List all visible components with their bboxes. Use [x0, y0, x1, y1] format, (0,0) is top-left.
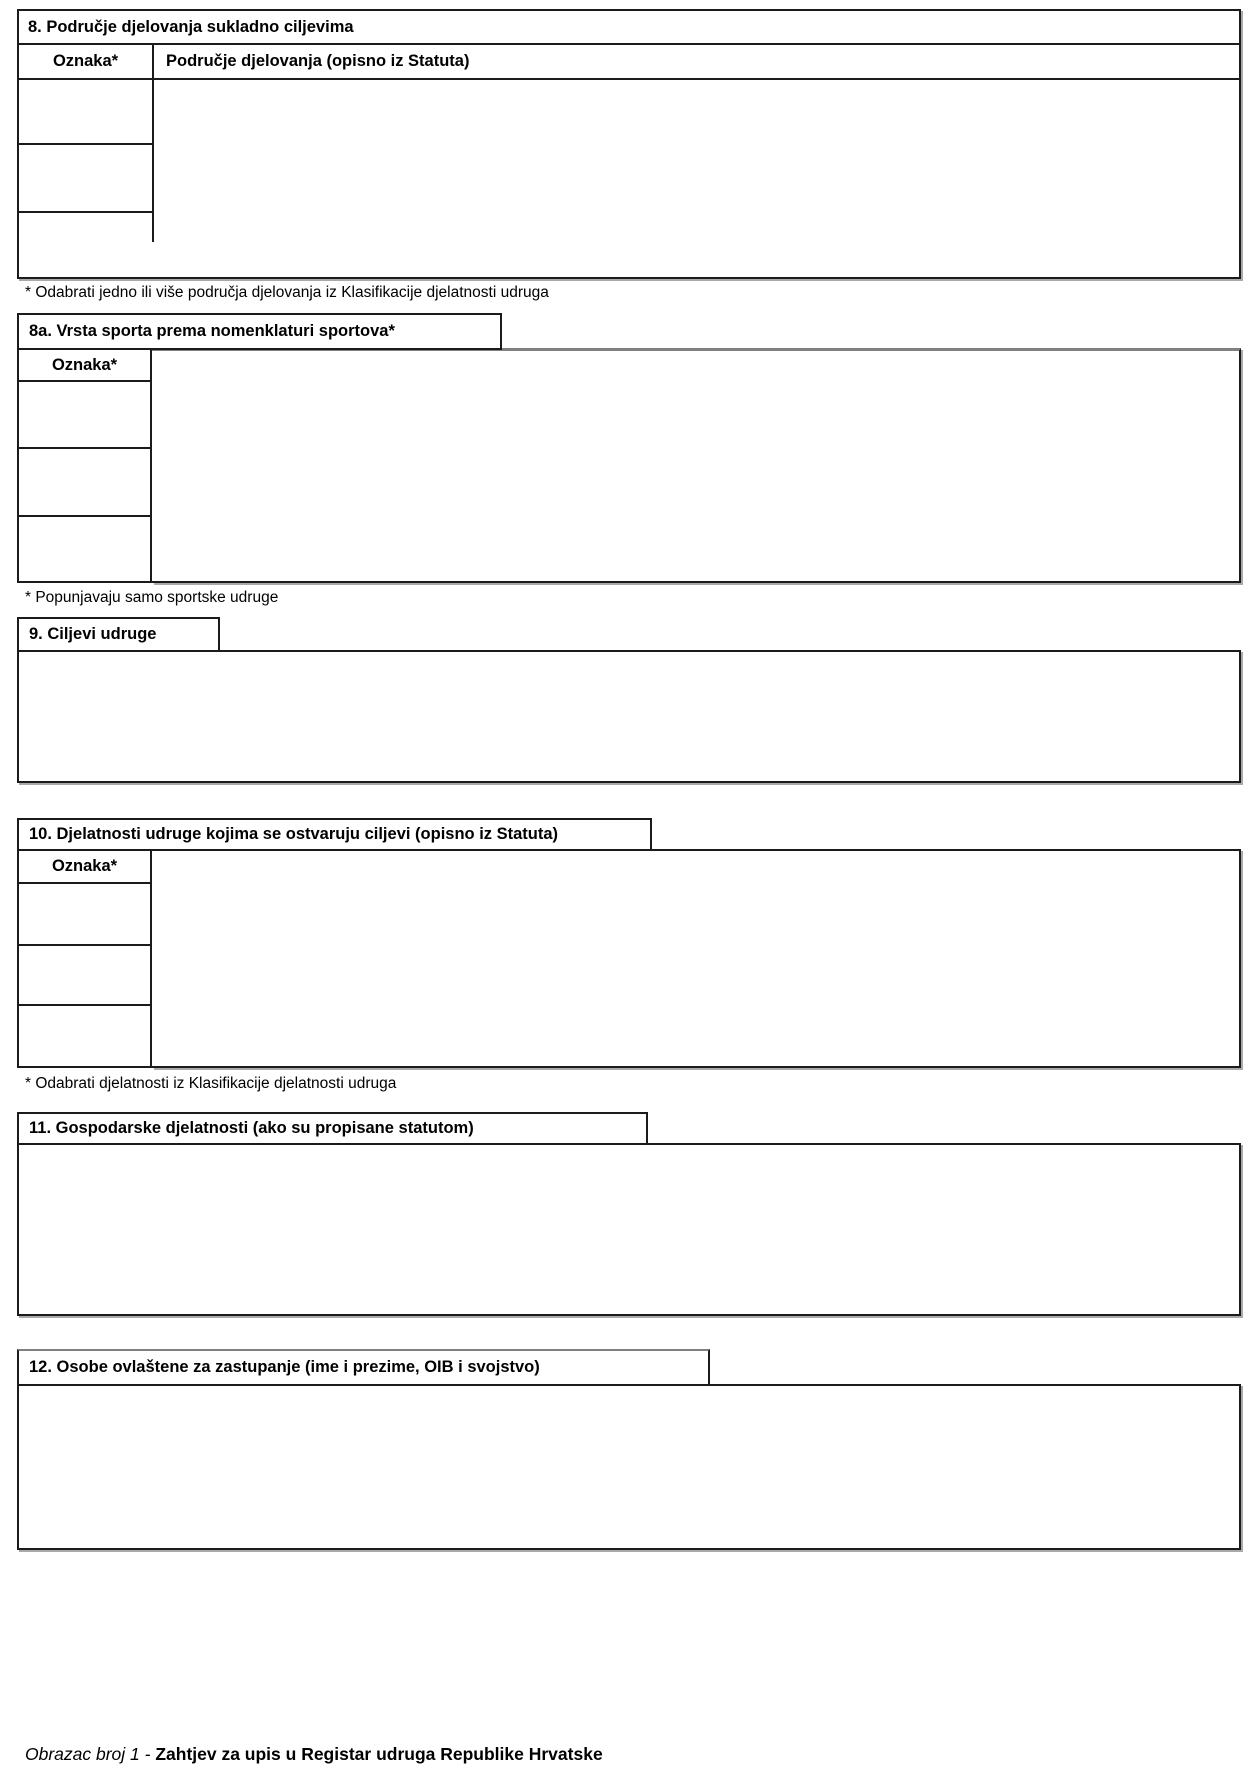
section-8-code-cell-1[interactable]: [19, 80, 152, 145]
footer-form-title: Zahtjev za upis u Registar udruga Republike Hrvatske: [155, 1744, 603, 1764]
section-8a-code-cell-3[interactable]: [19, 517, 150, 581]
section-8-code-header: Oznaka*: [19, 45, 152, 80]
section-10-code-column: [17, 849, 152, 1068]
section-10-title: 10. Djelatnosti udruge kojima se ostvaruju ciljevi (opisno iz Statuta): [17, 818, 652, 851]
section-8-desc-cell[interactable]: [154, 80, 1239, 242]
section-10-code-cell-3[interactable]: [19, 1006, 150, 1066]
section-10-desc-cell[interactable]: [152, 849, 1241, 1068]
section-9-field[interactable]: [17, 650, 1241, 783]
section-10-footnote: * Odabrati djelatnosti iz Klasifikacije djelatnosti udruga: [25, 1075, 397, 1092]
section-8a-title: 8a. Vrsta sporta prema nomenklaturi sportova*: [17, 313, 502, 350]
section-8a-sport-cell[interactable]: [152, 348, 1241, 583]
section-12-field[interactable]: [17, 1384, 1241, 1550]
section-8a-code-header: Oznaka*: [19, 350, 150, 382]
section-8a-code-cell-2[interactable]: [19, 449, 150, 517]
section-8-code-cell-2[interactable]: [19, 145, 152, 213]
section-11-field[interactable]: [17, 1143, 1241, 1316]
footer-form-number: Obrazac broj 1 -: [25, 1744, 156, 1764]
section-8a-footnote: * Popunjavaju samo sportske udruge: [25, 589, 279, 606]
section-8a-code-cell-1[interactable]: [19, 382, 150, 449]
section-9-title: 9. Ciljevi udruge: [17, 617, 220, 652]
section-8-desc-column: [154, 45, 1239, 242]
section-8-code-cell-3[interactable]: [19, 213, 152, 242]
section-8-table: [17, 9, 1241, 279]
section-8-code-column: [19, 45, 154, 242]
section-10-code-cell-2[interactable]: [19, 946, 150, 1006]
section-12-title: 12. Osobe ovlaštene za zastupanje (ime i prezime, OIB i svojstvo): [17, 1349, 710, 1386]
section-10-code-header: Oznaka*: [19, 851, 150, 884]
section-8-footnote: * Odabrati jedno ili više područja djelovanja iz Klasifikacije djelatnosti udruga: [25, 284, 549, 301]
section-8-title: 8. Područje djelovanja sukladno ciljevima: [19, 11, 1239, 45]
form-footer: [25, 1744, 603, 1765]
section-11-title: 11. Gospodarske djelatnosti (ako su propisane statutom): [17, 1112, 648, 1145]
section-10-code-cell-1[interactable]: [19, 884, 150, 946]
section-8-desc-header: Područje djelovanja (opisno iz Statuta): [154, 45, 1239, 80]
section-8a-code-column: [17, 348, 152, 583]
